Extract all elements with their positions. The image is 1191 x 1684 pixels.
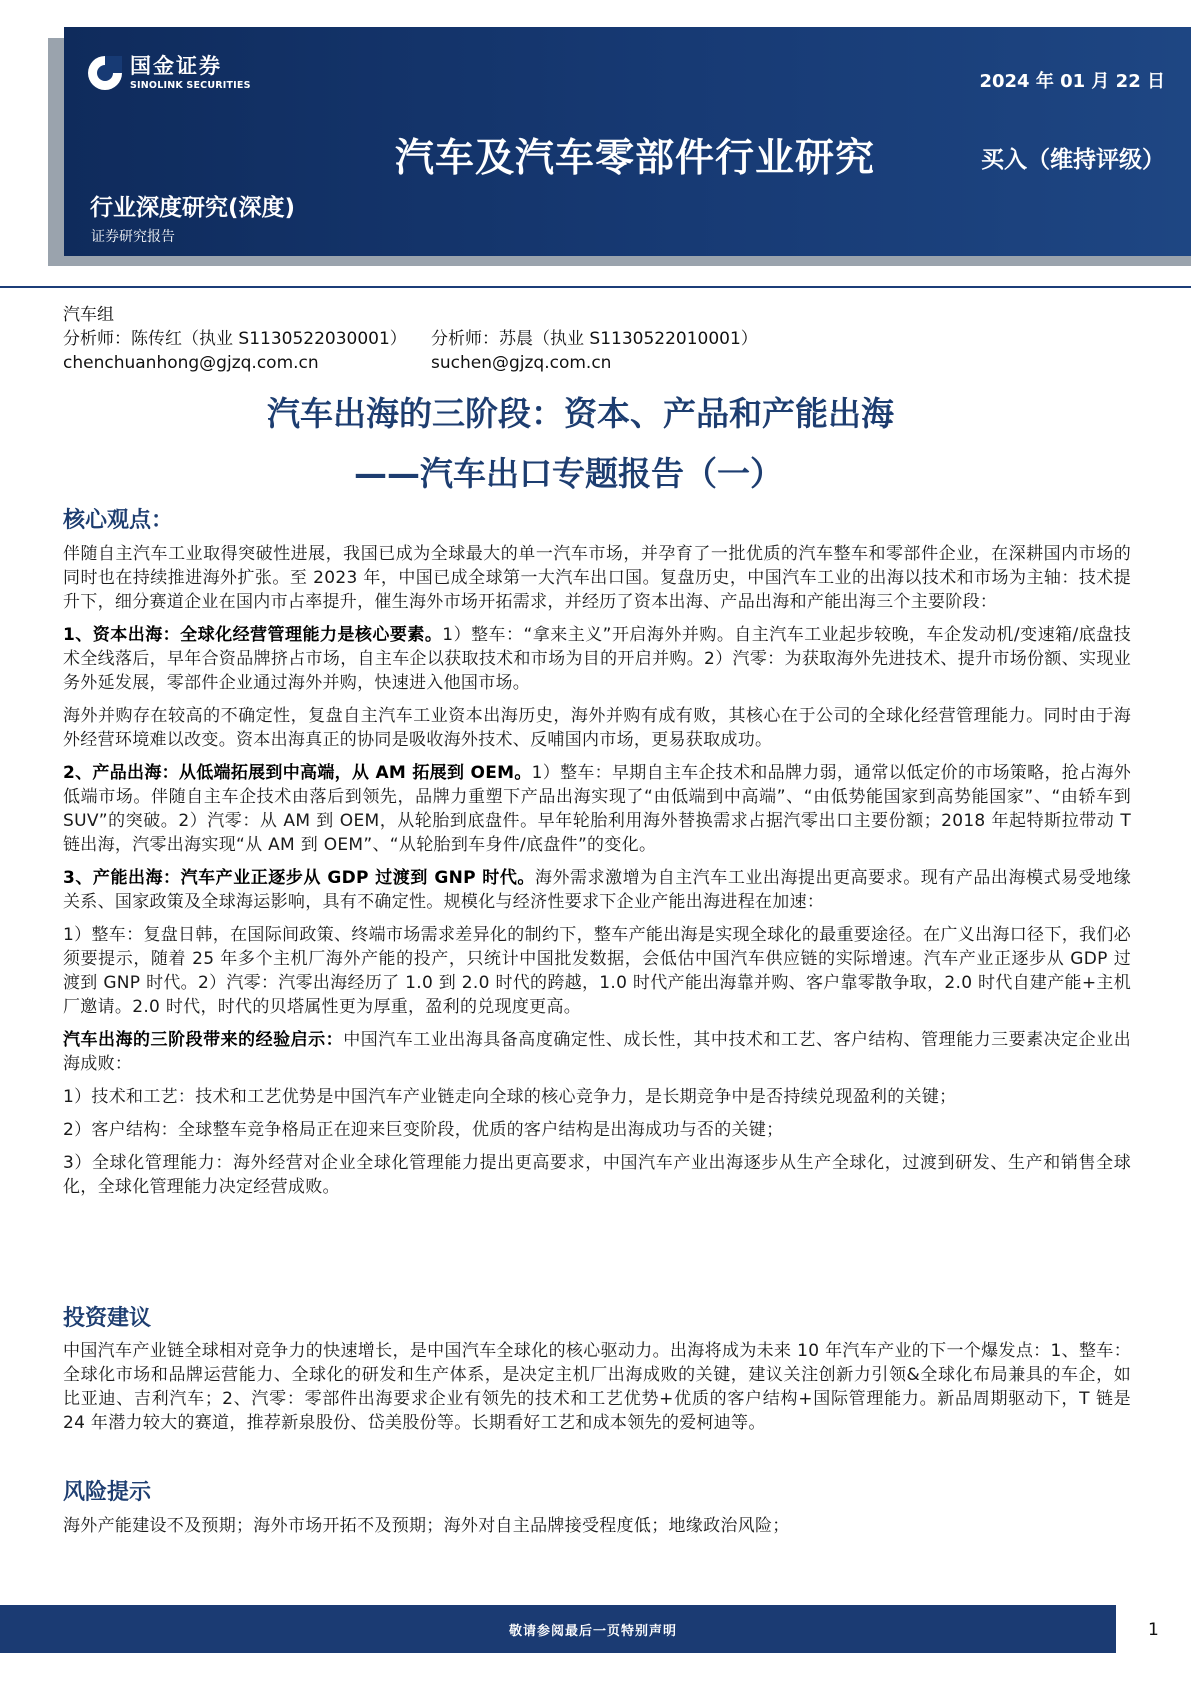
analyst-1: 分析师：陈传红（执业 S1130522030001）	[63, 329, 407, 349]
paragraph	[63, 1028, 1131, 1076]
risk-heading: 风险提示	[63, 1480, 152, 1505]
paragraph-lead: 汽车出海的三阶段带来的经验启示：	[63, 1030, 344, 1050]
paragraph-lead: 1、资本出海：全球化经营管理能力是核心要素。	[63, 625, 443, 645]
paragraph: 1）整车：复盘日韩，在国际间政策、终端市场需求差异化的制约下，整车产能出海是实现全球化的最重要途径。在广义出海口径下，我们必须要提示，随着 25 年多个主机厂海外产能的投产，只统计中国批发数据，会低估中国汽车供应链的实际增速。汽车产业正逐步从 GDP 过渡到 GNP 时代。2）汽零：汽零出海经历了 1.0 到 2.0 时代的跨越，1.0 时代产能出海靠并购、客户靠零散争取，2.0 时代自建产能+主机厂邀请。2.0 时代，时代的贝塔属性更为厚重，盈利的兑现度更高。	[63, 925, 1131, 1017]
paragraph: 2）客户结构：全球整车竞争格局正在迎来巨变阶段，优质的客户结构是出海成功与否的关键；	[63, 1120, 784, 1140]
report-subtitle: ——汽车出口专题报告（一）	[354, 454, 783, 493]
company-logo	[88, 56, 251, 91]
core-views-heading: 核心观点：	[63, 508, 174, 533]
author-block	[63, 303, 758, 375]
paragraph-text: 海外需求激增为自主汽车工业出海提出更高要求。现有产品出海模式易受地缘关系、国家政策及全球海运影响，具有不确定性。规模化与经济性要求下企业产能出海进程在加速：	[63, 868, 1132, 912]
paragraph: 1）技术和工艺：技术和工艺优势是中国汽车产业链走向全球的核心竞争力，是长期竞争中是否持续兑现盈利的关键；	[63, 1087, 957, 1107]
rating-badge: 买入（维持评级）	[981, 147, 1165, 173]
paragraph: 海外并购存在较高的不确定性，复盘自主汽车工业资本出海历史，海外并购有成有败，其核心在于公司的全球化经营管理能力。同时由于海外经营环境难以改变。资本出海真正的协同是吸收海外技术、反哺国内市场，更易获取成功。	[63, 706, 1131, 750]
paragraph-text: 1）整车：“拿来主义”开启海外并购。自主汽车工业起步较晚，车企发动机/变速箱/底盘技术全线落后，早年合资品牌挤占市场，自主车企以获取技术和市场为目的开启并购。2）汽零：为获取海外先进技术、提升市场份额、实现业务外延发展，零部件企业通过海外并购，快速进入他国市场。	[63, 625, 1131, 693]
paragraph: 中国汽车产业链全球相对竞争力的快速增长，是中国汽车全球化的核心驱动力。出海将成为未来 10 年汽车产业的下一个爆发点：1、整车：全球化市场和品牌运营能力、全球化的研发和生产体系，是决定主机厂出海成败的关键，建议关注创新力引领&全球化布局兼具的车企，如比亚迪、吉利汽车；2、汽零：零部件出海要求企业有领先的技术和工艺优势+优质的客户结构+国际管理能力。新品周期驱动下，T 链是 24 年潜力较大的赛道，推荐新泉股份、岱美股份等。长期看好工艺和成本领先的爱柯迪等。	[63, 1341, 1131, 1433]
report-type: 行业深度研究(深度)	[90, 195, 296, 221]
analyst-2: 分析师：苏晨（执业 S1130522010001）	[431, 329, 758, 349]
paragraph-lead: 3、产能出海：汽车产业正逐步从 GDP 过渡到 GNP 时代。	[63, 868, 535, 888]
research-group: 汽车组	[63, 305, 114, 325]
footer-disclaimer: 敬请参阅最后一页特别声明	[508, 1623, 677, 1639]
logo-icon	[88, 56, 122, 90]
report-date: 2024 年 01 月 22 日	[979, 71, 1165, 92]
logo-name-en: SINOLINK SECURITIES	[130, 80, 251, 91]
paragraph	[63, 761, 1131, 857]
paragraph-text: 中国汽车工业出海具备高度确定性、成长性，其中技术和工艺、客户结构、管理能力三要素决定企业出海成败：	[63, 1030, 1131, 1074]
paragraph	[63, 866, 1131, 914]
industry-title: 汽车及汽车零部件行业研究	[395, 136, 876, 181]
report-title: 汽车出海的三阶段：资本、产品和产能出海	[267, 394, 894, 433]
header-divider	[0, 286, 1191, 288]
paragraph: 3）全球化管理能力：海外经营对企业全球化管理能力提出更高要求，中国汽车产业出海逐步从生产全球化，过渡到研发、生产和销售全球化，全球化管理能力决定经营成败。	[63, 1153, 1131, 1197]
page-number: 1	[1148, 1620, 1159, 1640]
footer-bar	[0, 1605, 1116, 1653]
report-subtype: 证券研究报告	[91, 229, 175, 245]
analyst-2-email[interactable]: suchen@gjzq.com.cn	[431, 353, 612, 373]
investment-heading: 投资建议	[63, 1306, 152, 1331]
risk-body	[63, 1514, 1131, 1547]
paragraph: 海外产能建设不及预期；海外市场开拓不及预期；海外对自主品牌接受程度低；地缘政治风险；	[63, 1516, 790, 1536]
paragraph	[63, 623, 1131, 695]
paragraph-lead: 2、产品出海：从低端拓展到中高端，从 AM 拓展到 OEM。	[63, 763, 532, 783]
paragraph-text: 1）整车：早期自主车企技术和品牌力弱，通常以低定价的市场策略，抢占海外低端市场。伴随自主车企技术由落后到领先，品牌力重塑下产品出海实现了“由低端到中高端”、“由低势能国家到高势能国家”、“由轿车到 SUV”的突破。2）汽零：从 AM 到 OEM，从轮胎到底盘件。早年轮胎利用海外替换需求占据汽零出口主要份额；2018 年起特斯拉带动 T 链出海，汽零出海实现“从 AM 到 OEM”、“从轮胎到车身件/底盘件”的变化。	[63, 763, 1131, 855]
investment-body	[63, 1339, 1131, 1444]
paragraph: 伴随自主汽车工业取得突破性进展，我国已成为全球最大的单一汽车市场，并孕育了一批优质的汽车整车和零部件企业，在深耕国内市场的同时也在持续推进海外扩张。至 2023 年，中国已成全球第一大汽车出口国。复盘历史，中国汽车工业的出海以技术和市场为主轴：技术提升下，细分赛道企业在国内市占率提升，催生海外市场开拓需求，并经历了资本出海、产品出海和产能出海三个主要阶段：	[63, 544, 1131, 612]
core-views-body	[63, 542, 1131, 1208]
analyst-1-email[interactable]: chenchuanhong@gjzq.com.cn	[63, 353, 319, 373]
logo-name-cn: 国金证券	[130, 54, 222, 78]
